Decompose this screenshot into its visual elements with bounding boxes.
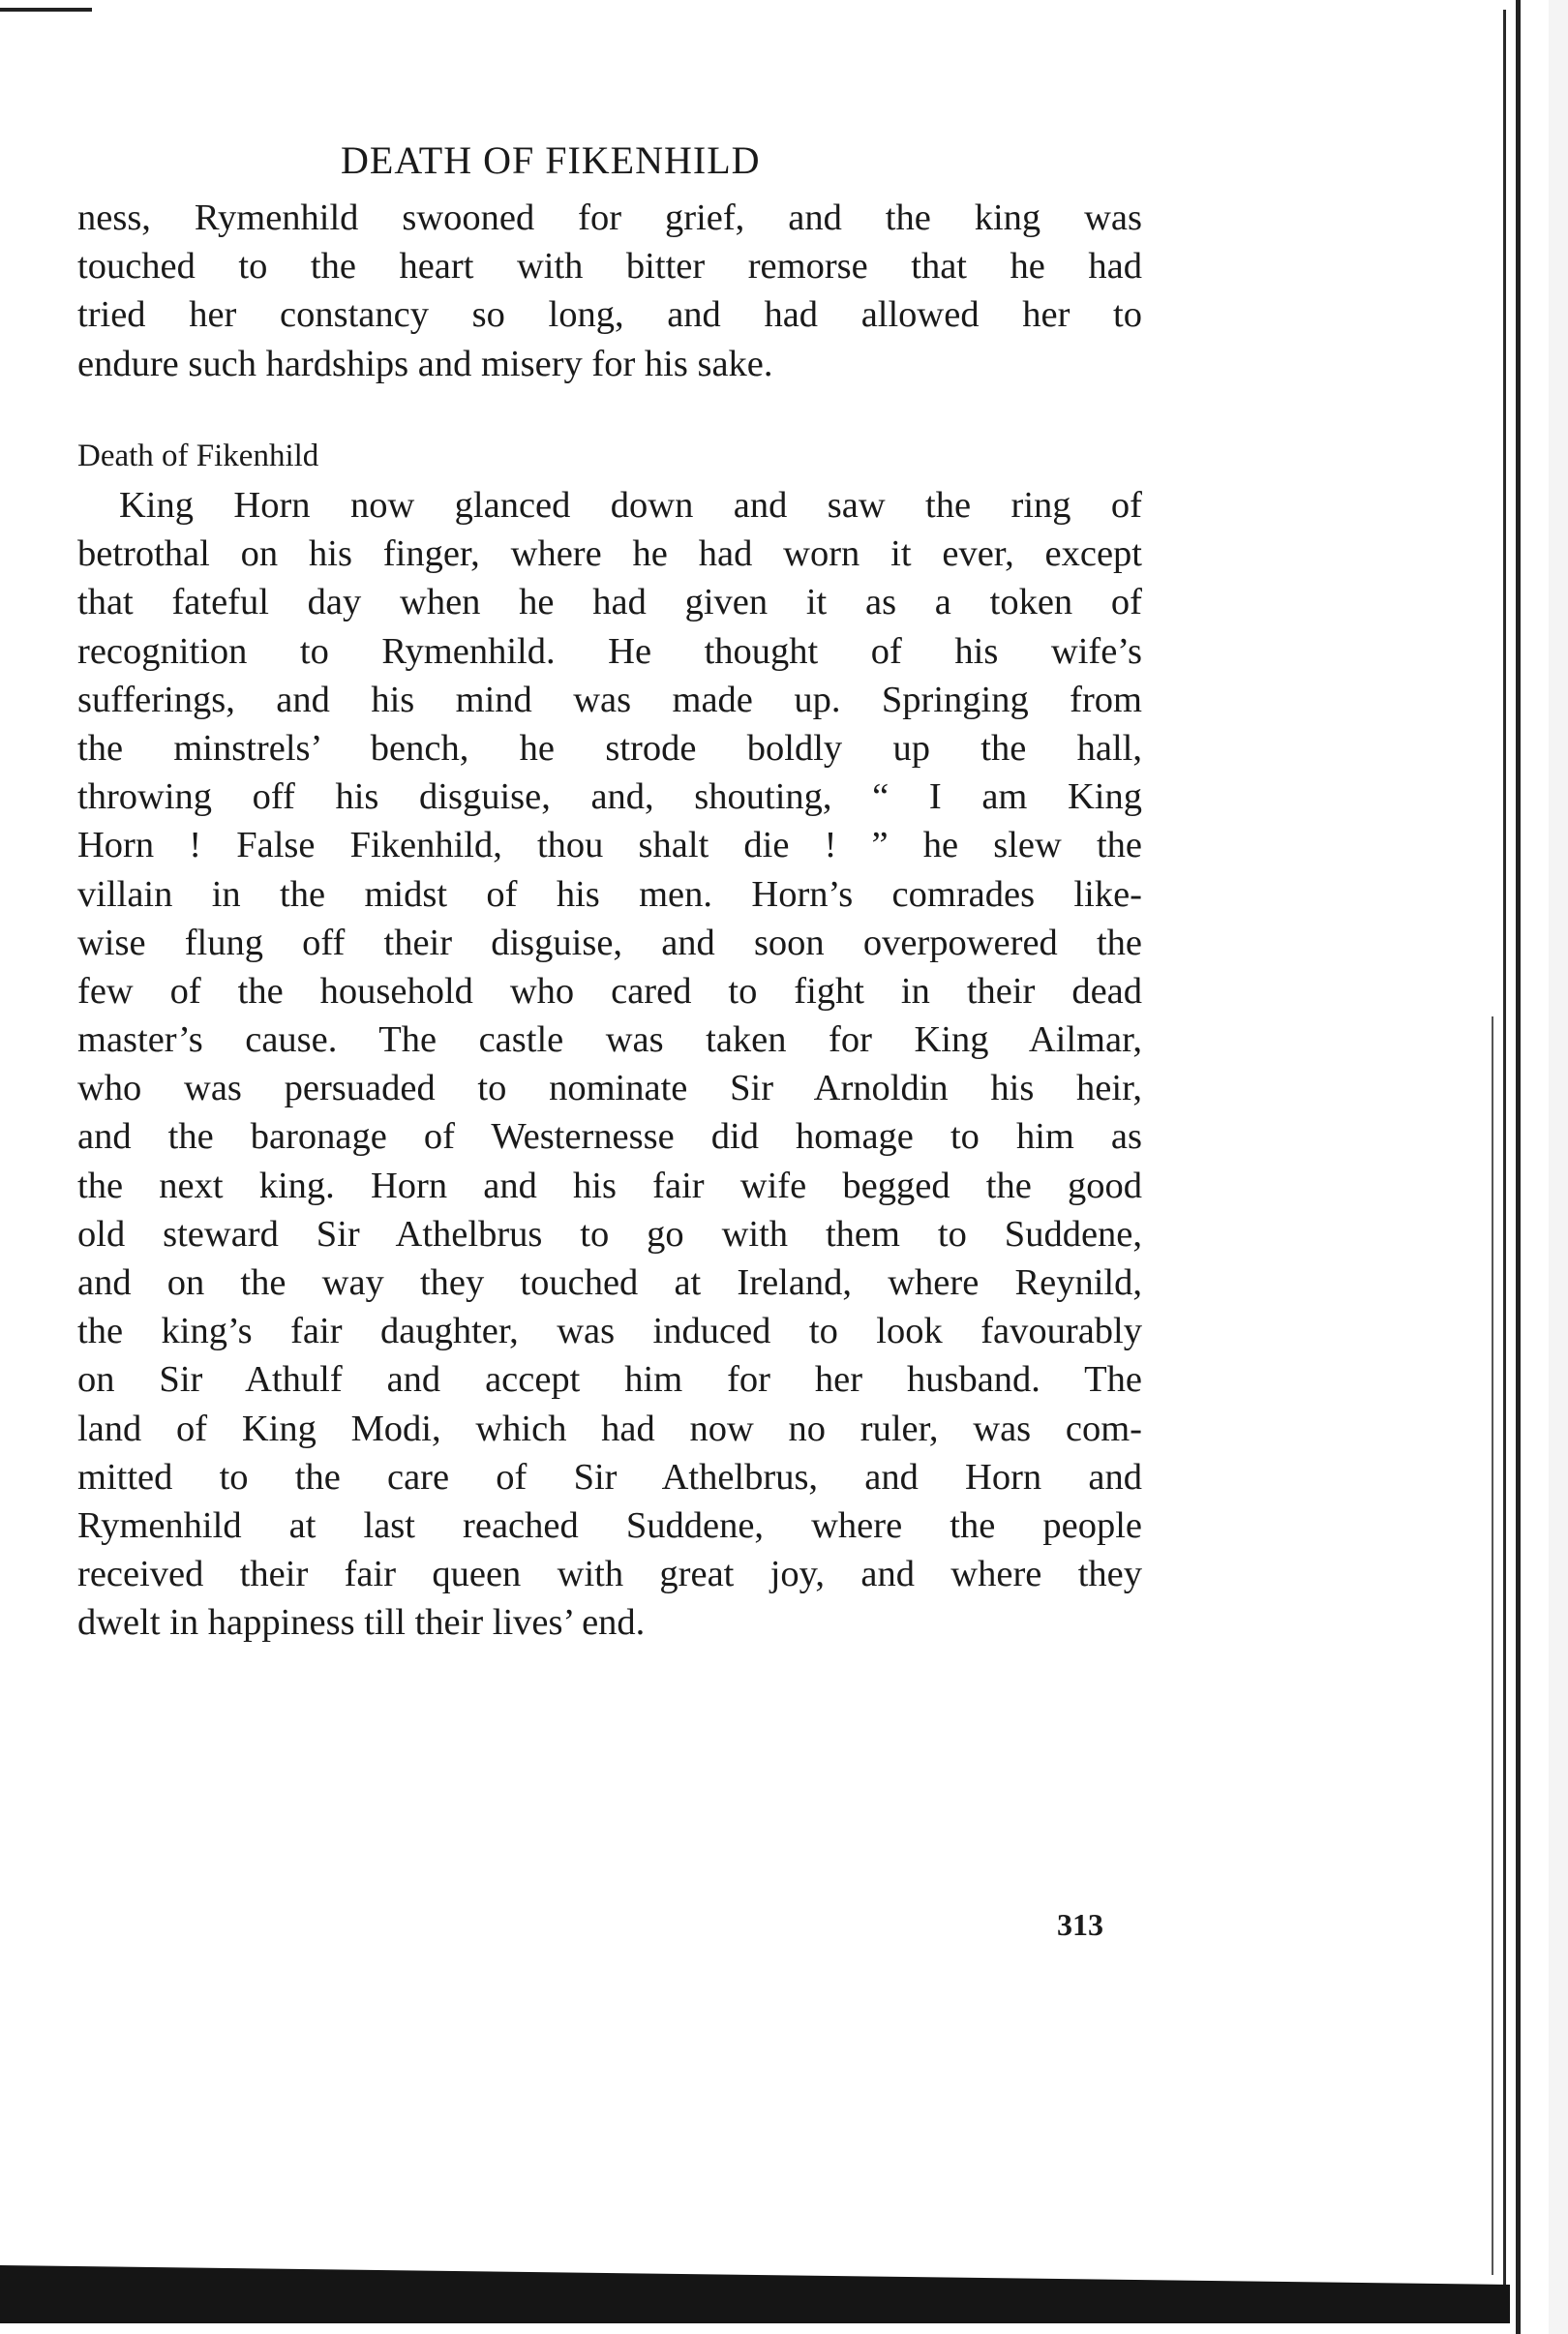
text-line: master’s cause. The castle was taken for King Ailmar,: [77, 1019, 1142, 1061]
paragraph-continued: [77, 194, 1142, 388]
text-line: the minstrels’ bench, he strode boldly up the hall,: [77, 727, 1142, 769]
text-line: ness, Rymenhild swooned for grief, and the king was: [77, 197, 1142, 238]
scan-edge-top-left: [0, 8, 92, 12]
text-line: recognition to Rymenhild. He thought of his wife’s: [77, 630, 1142, 672]
text-line: King Horn now glanced down and saw the ring of: [119, 485, 1142, 526]
scan-edge-right-line: [1503, 10, 1506, 2294]
text-line: mitted to the care of Sir Athelbrus, and Horn and: [77, 1456, 1142, 1498]
paragraph-death-of-fikenhild: [77, 481, 1142, 1648]
text-line: the king’s fair daughter, was induced to look favourably: [77, 1311, 1142, 1352]
section-heading: Death of Fikenhild: [77, 439, 319, 473]
text-line: touched to the heart with bitter remorse that he had: [77, 246, 1142, 288]
text-line: on Sir Athulf and accept him for her husband. The: [77, 1359, 1142, 1401]
text-line: the next king. Horn and his fair wife begged the good: [77, 1165, 1142, 1206]
scan-edge-right-margin: [1549, 0, 1568, 2334]
text-line: and on the way they touched at Ireland, where Reynild,: [77, 1262, 1142, 1303]
page-number: 313: [1057, 1907, 1103, 1942]
text-line: endure such hardships and misery for his sake.: [77, 343, 773, 384]
text-line: few of the household who cared to fight in their dead: [77, 970, 1142, 1012]
text-line: received their fair queen with great joy, and where they: [77, 1554, 1142, 1595]
text-line: who was persuaded to nominate Sir Arnoldin his heir,: [77, 1068, 1142, 1109]
running-head: DEATH OF FIKENHILD: [341, 138, 761, 182]
text-line: old steward Sir Athelbrus to go with them to Suddene,: [77, 1213, 1142, 1255]
text-line: villain in the midst of his men. Horn’s comrades like-: [77, 873, 1142, 915]
scan-edge-right-inner-line: [1492, 1016, 1493, 2275]
scan-edge-bottom-shadow: [0, 2265, 1510, 2323]
text-line: that fateful day when he had given it as a token of: [77, 582, 1142, 623]
text-line: land of King Modi, which had now no ruler, was com-: [77, 1408, 1142, 1449]
text-line: wise flung off their disguise, and soon overpowered the: [77, 922, 1142, 963]
text-line: tried her constancy so long, and had allowed her to: [77, 294, 1142, 336]
text-line: betrothal on his finger, where he had worn it ever, except: [77, 533, 1142, 575]
text-line: throwing off his disguise, and, shouting, “ I am King: [77, 776, 1142, 818]
text-line: Rymenhild at last reached Suddene, where the people: [77, 1504, 1142, 1546]
text-line: dwelt in happiness till their lives’ end.: [77, 1602, 646, 1644]
text-line: Horn ! False Fikenhild, thou shalt die ! ” he slew the: [77, 825, 1142, 866]
text-line: sufferings, and his mind was made up. Springing from: [77, 679, 1142, 720]
scan-edge-right-binding: [1516, 0, 1521, 2334]
text-line: and the baronage of Westernesse did homage to him as: [77, 1116, 1142, 1158]
